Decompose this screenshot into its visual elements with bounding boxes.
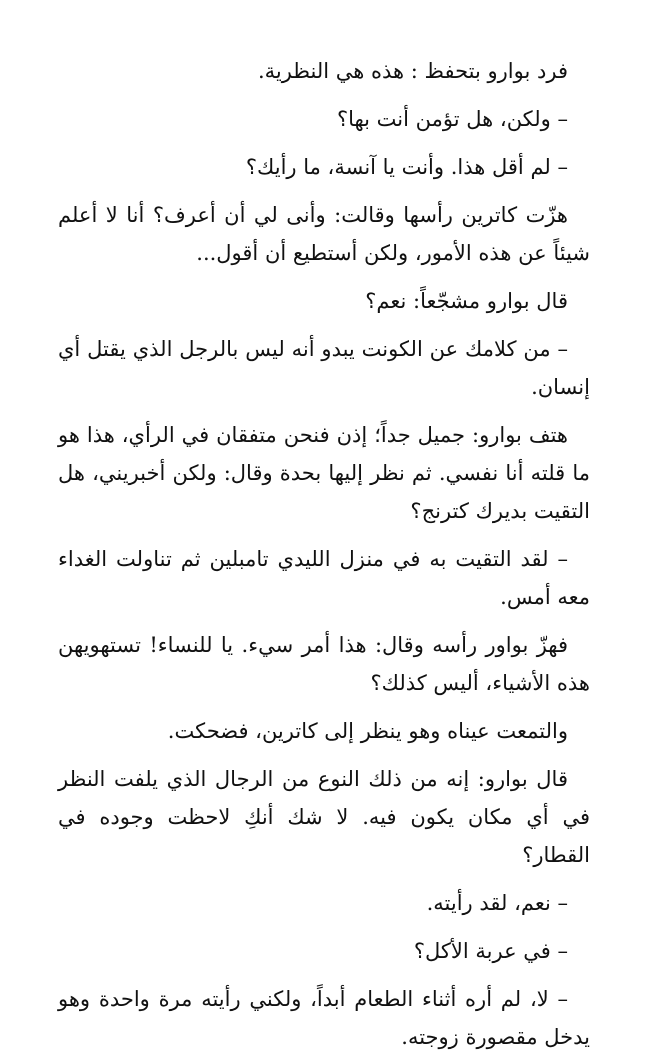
paragraph: فرد بوارو بتحفظ : هذه هي النظرية. <box>257 59 568 83</box>
paragraph: – في عربة الأكل؟ <box>413 939 568 963</box>
paragraph: – ولكن، هل تؤمن أنت بها؟ <box>336 107 568 131</box>
paragraph: – لم أقل هذا. وأنت يا آنسة، ما رأيك؟ <box>245 155 568 179</box>
paragraph: – لا، لم أره أثناء الطعام أبداً، ولكني رأيته مرة واحدة وهو يدخل مقصورة زوجته. <box>58 987 590 1049</box>
paragraph: والتمعت عيناه وهو ينظر إلى كاترين، فضحكت. <box>167 719 568 743</box>
paragraph: فهزّ بواور رأسه وقال: هذا أمر سيء. يا للنساء! تستهويهن هذه الأشياء، أليس كذلك؟ <box>58 633 590 695</box>
paragraph: – نعم، لقد رأيته. <box>426 891 568 915</box>
paragraph: قال بوارو مشجّعاً: نعم؟ <box>365 289 568 313</box>
book-page <box>58 52 590 1056</box>
paragraph: قال بوارو: إنه من ذلك النوع من الرجال الذي يلفت النظر في أي مكان يكون فيه. لا شك أنكِ لاحظت وجوده في القطار؟ <box>58 767 590 867</box>
paragraph: هتف بوارو: جميل جداً؛ إذن فنحن متفقان في الرأي، هذا هو ما قلته أنا نفسي. ثم نظر إليها بحدة وقال: ولكن أخبريني، هل التقيت بديرك كترنج؟ <box>58 423 590 523</box>
paragraph: – من كلامك عن الكونت يبدو أنه ليس بالرجل الذي يقتل أي إنسان. <box>58 337 590 399</box>
paragraph: هزّت كاترين رأسها وقالت: وأنى لي أن أعرف؟ أنا لا أعلم شيئاً عن هذه الأمور، ولكن أستطيع أن أقول... <box>58 203 590 265</box>
paragraph: – لقد التقيت به في منزل الليدي تامبلين ثم تناولت الغداء معه أمس. <box>58 547 590 609</box>
